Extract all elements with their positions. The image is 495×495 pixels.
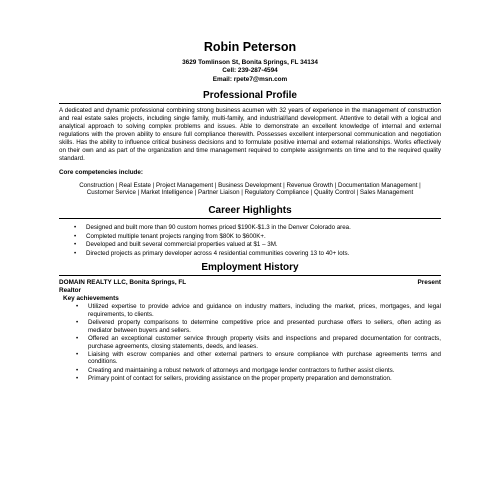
bullet-icon: • <box>76 302 79 310</box>
list-item: • Primary point of contact for sellers, providing assistance on the proper property preparation and demonstration. <box>76 374 392 382</box>
email-line: Email: rpete7@msn.com <box>212 75 288 83</box>
highlights-heading: Career Highlights <box>59 205 441 219</box>
list-item: • Developed and built several commercial properties valued at $1 – 3M. <box>74 241 278 249</box>
job-header <box>59 279 441 287</box>
bullet-icon: • <box>76 334 79 342</box>
core-competencies-list: Construction | Real Estate | Project Management | Business Development | Revenue Growth | Documentation Management | Customer Service | Market Intelligence | Partner Liaison | Regulatory Compliance | Quality Control | Sales Management <box>79 181 421 197</box>
candidate-name: Robin Peterson <box>203 40 297 54</box>
contact-block <box>59 59 441 84</box>
bullet-icon: • <box>76 374 79 382</box>
core-competencies-label: Core competencies include: <box>59 168 143 176</box>
highlights-list <box>59 224 441 258</box>
cell-line: Cell: 239-287-4594 <box>222 67 278 75</box>
achievements-list <box>59 303 441 382</box>
achievements-label: Key achievements <box>63 294 119 302</box>
bullet-icon: • <box>74 232 77 240</box>
bullet-icon: • <box>74 241 77 249</box>
list-item: • Directed projects as primary developer across 4 residential communities covering 13 to 40+ lots. <box>74 249 350 257</box>
job-period: Present <box>417 278 441 286</box>
list-item: • Designed and built more than 90 custom homes priced $190K-$1.3 in the Denver Colorado area. <box>74 224 351 232</box>
company-name: DOMAIN REALTY LLC, Bonita Springs, FL <box>59 278 187 286</box>
list-item: • Creating and maintaining a robust network of attorneys and mortgage lender contractors to further assist clients. <box>76 366 395 374</box>
job-role: Realtor <box>59 286 82 294</box>
bullet-icon: • <box>76 350 79 358</box>
profile-heading: Professional Profile <box>59 90 441 104</box>
list-item: • Delivered property comparisons to determine competitive price and presented purchase offers to sellers, often acting as mediator between buyers and sellers. <box>76 318 441 334</box>
resume-page <box>59 40 441 383</box>
employment-heading: Employment History <box>59 262 441 276</box>
profile-summary: A dedicated and dynamic professional combining strong business acumen with 32 years of experience in the management of construction and real estate sales projects, including single family, multi-family, and industrial/land development. Attentive to detail with a logical and analytical approach to solving complex problems and issues. Able to demonstrate an excellent knowledge of internal and external regulations with the proven ability to ensure full compliance therewith. Possesses excellent interpersonal communication and negotiation skills. Has the ability to influence critical business decisions and to formulate positive internal and external relationships. Works effectively on their own and as part of the organization and time management required to complete assignments on time and to the required quality standard. <box>59 107 441 162</box>
list-item: • Offered an exceptional customer service through property visits and inspections and prepared documentation for contracts, purchase agreements, closing statements, deeds, and leases. <box>76 334 441 350</box>
address-line: 3629 Tomlinson St, Bonita Springs, FL 34134 <box>182 59 318 66</box>
bullet-icon: • <box>74 224 77 232</box>
list-item: • Utilized expertise to provide advice and guidance on industry matters, including the market, prices, mortgages, and legal requirements, to clients. <box>76 302 441 318</box>
bullet-icon: • <box>76 318 79 326</box>
list-item: • Liaising with escrow companies and other external partners to ensure compliance with purchase agreements terms and conditions. <box>76 350 441 366</box>
list-item: • Completed multiple tenant projects ranging from $80K to $600K+. <box>74 232 266 240</box>
bullet-icon: • <box>74 249 77 257</box>
bullet-icon: • <box>76 366 79 374</box>
